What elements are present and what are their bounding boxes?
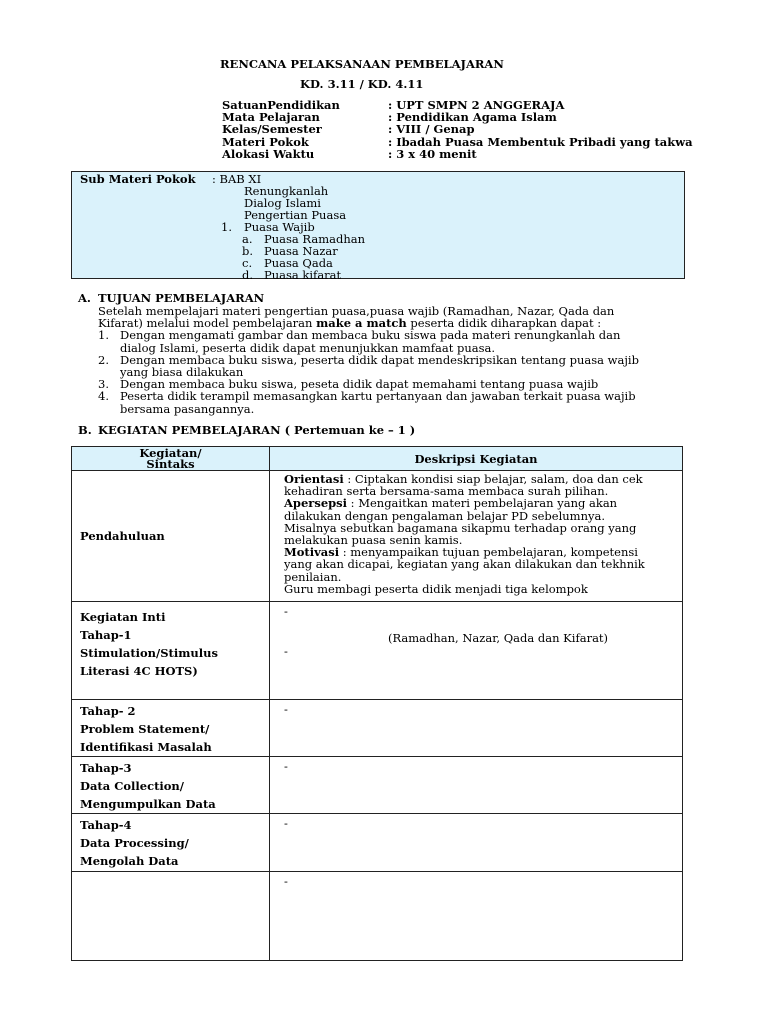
table-header-row [72, 447, 683, 471]
tahap1-desc: - (Ramadhan, Nazar, Qada dan Kifarat) - [270, 602, 683, 700]
document-title: RENCANA PELAKSANAAN PEMBELAJARAN [220, 57, 504, 71]
header-kegiatan: Kegiatan/ Sintaks [72, 447, 270, 471]
header-deskripsi: Deskripsi Kegiatan [270, 447, 683, 471]
table-row [72, 872, 683, 961]
sub-materi-bab: : BAB XI [212, 172, 262, 186]
list-item: 2. Dengan membaca buku siswa, peserta didik dapat mendeskripsikan tentang puasa wajib yang biasa dilakukan [98, 352, 639, 380]
table-row [72, 757, 683, 814]
sub-item-letter: a. [242, 232, 253, 246]
tujuan-intro: Setelah mempelajari materi pengertian puasa,puasa wajib (Ramadhan, Nazar, Qada dan Kifarat) melalui model pembelajaran make a match peserta didik diharapkan dapat : [98, 304, 615, 331]
tahap2-desc: - [270, 700, 683, 757]
sub-materi-line: Renungkanlah [244, 184, 329, 198]
section-b-heading: B. KEGIATAN PEMBELAJARAN ( Pertemuan ke – 1 ) [78, 423, 416, 437]
pendahuluan-label: Pendahuluan [72, 471, 270, 602]
tahap4-desc: - [270, 814, 683, 872]
pendahuluan-desc: Orientasi : Ciptakan kondisi siap belajar, salam, doa dan cek kehadiran serta bersama-sama membaca surah pilihan. Apersepsi : Mengaitkan materi pembelajaran yang akan dilakukan dengan pengalaman belajar PD sebelumnya. Misalnya sebutkan bagamana sikapmu terhadap orang yang melakukan puasa senin kamis. Motivasi : menyampaikan tujuan pembelajaran, kompetensi yang akan dicapai, kegiatan yang akan dilakukan dan tekhnik penilaian. Guru membagi peserta didik menjadi tiga kelompok [270, 471, 683, 602]
sub-materi-numbered-text: Puasa Wajib [244, 220, 315, 234]
tahap5-desc: - [270, 872, 683, 961]
info-row-mapel: Mata Pelajaran : Pendidikan Agama Islam [222, 110, 557, 125]
tujuan-block [98, 305, 688, 415]
tahap3-label: Tahap-3 Data Collection/ Mengumpulkan Data [72, 757, 270, 814]
sub-item-letter: d. [242, 268, 254, 282]
sub-item-text: Puasa Ramadhan [264, 232, 365, 246]
sub-item-letter: b. [242, 244, 254, 258]
tahap1-label: Kegiatan Inti Tahap-1 Stimulation/Stimulus Literasi 4C HOTS) [72, 602, 270, 700]
info-row-kelas: Kelas/Semester : VIII / Genap [222, 122, 475, 137]
sub-materi-box [71, 171, 685, 282]
info-block [222, 99, 693, 160]
list-item: 3. Dengan membaca buku siswa, peseta didik dapat memahami tentang puasa wajib [98, 377, 599, 392]
sub-materi-number: 1. [221, 220, 232, 234]
kd-label: KD. 3.11 / KD. 4.11 [300, 77, 424, 91]
section-a-heading: A. TUJUAN PEMBELAJARAN [78, 291, 265, 305]
info-row-materi: Materi Pokok : Ibadah Puasa Membentuk Pribadi yang takwa [222, 134, 693, 149]
table-row [72, 814, 683, 872]
tahap4-label: Tahap-4 Data Processing/ Mengolah Data [72, 814, 270, 872]
list-item: 4. Peserta didik terampil memasangkan kartu pertanyaan dan jawaban terkait puasa wajib bersama pasangannya. [98, 389, 636, 416]
tujuan-list [98, 329, 688, 414]
table-row [72, 471, 683, 602]
sub-item-text: Puasa kifarat [264, 268, 342, 282]
tahap5-label [72, 872, 270, 961]
sub-item-text: Puasa Nazar [264, 244, 338, 258]
sub-materi-line: Dialog Islami [244, 196, 321, 210]
tahap2-label: Tahap- 2 Problem Statement/ Identifikasi Masalah [72, 700, 270, 757]
sub-materi-line: Pengertian Puasa [244, 208, 347, 222]
sub-materi-label: Sub Materi Pokok [80, 172, 196, 186]
list-item: 1. Dengan mengamati gambar dan membaca buku siswa pada materi renungkanlah dan dialog Islami, peserta didik dapat menunjukkan mamfaat puasa. [98, 328, 621, 355]
sub-item-letter: c. [242, 256, 253, 270]
info-row-alokasi: Alokasi Waktu : 3 x 40 menit [222, 146, 477, 161]
kegiatan-table [71, 446, 683, 961]
table-row [72, 700, 683, 757]
table-row [72, 602, 683, 700]
sub-item-text: Puasa Qada [264, 256, 333, 270]
tahap3-desc: - [270, 757, 683, 814]
info-row-satuan: SatuanPendidikan : UPT SMPN 2 ANGGERAJA [222, 98, 565, 112]
